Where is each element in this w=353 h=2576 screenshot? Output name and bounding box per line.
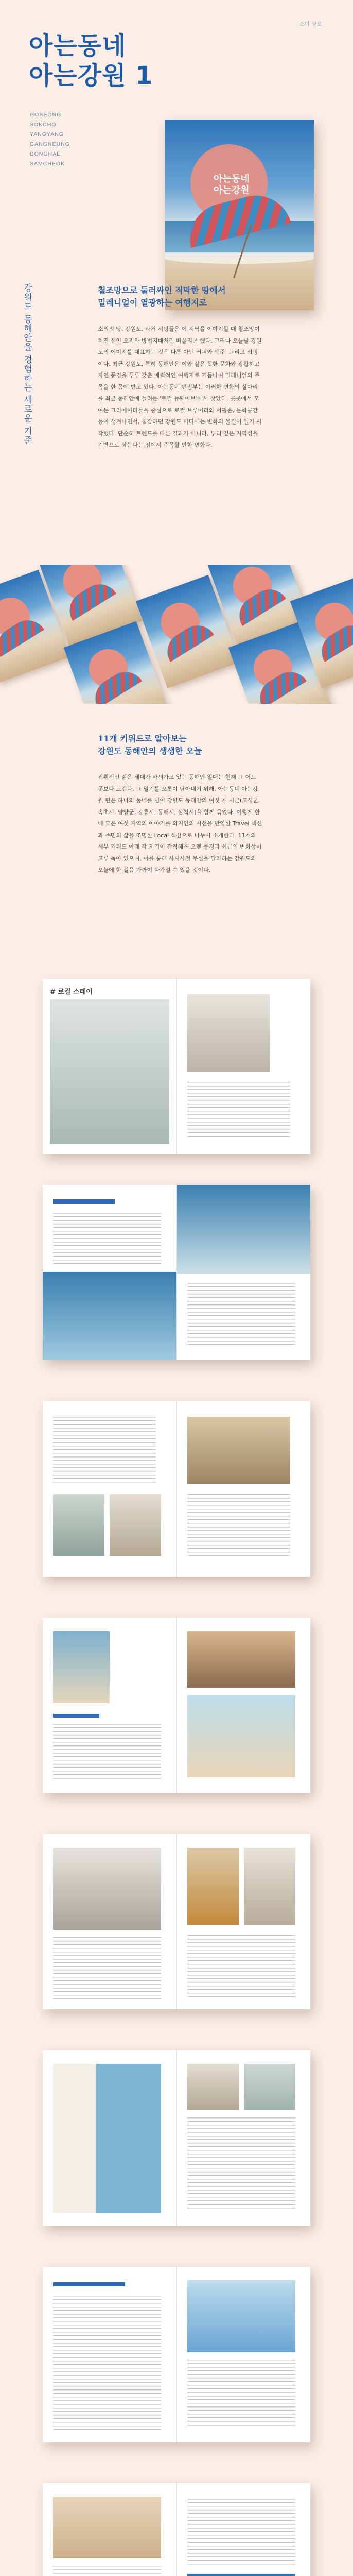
photo-surfboard: [187, 1848, 239, 1925]
spread-left-page: [43, 1401, 177, 1577]
spread-left-page: [43, 1834, 177, 2009]
spread-map: [43, 2050, 310, 2226]
intro-body: 소외의 땅, 강원도. 과거 서핑들은 이 지역을 이야기할 때 철조망이 쳐진 선인 오지와 방법지대처럼 떠올리곤 했다. 그러나 오늘날 강원도의 이미지를 대표하는 것은 다름 아닌 커피와 맥주, 그리고 서핑이다. 최근 강원도, 특히 동해안은 이와 같은 힙한 문화와 광활하고 자연 풍경을 두루 갖춘 매력적인 여행지로 거듭나며 밀레니얼의 주목을 한 몸에 받고 있다. 아는동네 편집부는 이러한 변화의 실마리를 최근 동해안에 들려든 '로컬 뉴웨이브'에서 찾았다. 곳곳에서 모여든 크리에이터들을 중심으로 로컬 브루어리와 서핑숍, 문화공간 등이 생겨나면서, 침잠하던 강원도 바다에는 변화의 물결이 일기 시작했다. 단순히 트렌드를 따른 결과가 아니라, 뿌리 깊은 지역성을 기반으로 삼는다는 점에서 주목할 만한 변화다.: [98, 326, 262, 448]
photo-coast: [187, 2280, 295, 2352]
photo-interior: [53, 1848, 161, 1930]
book-cover: [165, 120, 314, 310]
spread-cafe: [43, 1834, 310, 2009]
spread-right-page: [177, 1401, 311, 1577]
intro-heading: [98, 284, 262, 309]
keyword-heading-line-1: 11개 키워드로 알아보는: [98, 734, 187, 743]
photo-place: [187, 2064, 239, 2110]
spread-right-page: [177, 2267, 311, 2442]
intro-heading-line-2: 밀레니얼이 열광하는 여행지로: [98, 298, 207, 308]
text-block: [53, 1417, 156, 1484]
intro-section: [98, 284, 262, 451]
photo-store: [187, 1417, 290, 1484]
photo-surfer: [177, 1185, 311, 1274]
text-block: [187, 1082, 290, 1139]
spread-shops: [43, 1401, 310, 1577]
cover-collage: [0, 565, 353, 704]
photo-shop: [53, 1494, 104, 1556]
cover-title-line-1: 아는동네: [214, 174, 250, 184]
title-line-2: 아는강원 1: [29, 61, 153, 90]
keyword-heading-line-2: 강원도 동해안의 생생한 오늘: [98, 746, 202, 756]
spread-guide: [43, 2267, 310, 2442]
spread-left-page: [43, 979, 177, 1154]
text-block: [53, 1213, 161, 1264]
publisher-badge: 소이 필로: [299, 22, 322, 27]
spread-closing: [43, 2483, 310, 2576]
text-block: [187, 1283, 295, 1345]
section-heading-bar: [53, 1199, 115, 1204]
text-block: [53, 2566, 161, 2576]
spread-surf: [43, 1185, 310, 1360]
spread-left-page: [43, 2267, 177, 2442]
photo-cafe: [110, 1494, 161, 1556]
spread-right-page: [177, 2050, 311, 2226]
cover-title: [214, 174, 250, 196]
spread-left-page: [43, 2050, 177, 2226]
keyword-section: [98, 733, 262, 876]
photo-sea: [187, 1695, 295, 1777]
photo-market: [187, 1631, 295, 1688]
vertical-tagline: 강원도 동해안을 경험하는 새로운 기준: [22, 283, 32, 445]
spread-local-stay: [43, 979, 310, 1154]
text-block: [187, 2117, 295, 2210]
text-block: [53, 1937, 161, 1999]
text-block: [187, 2360, 295, 2427]
spread-right-page: [177, 979, 311, 1154]
spread-right-page: [177, 1618, 311, 1793]
city-list: [30, 110, 70, 169]
city-item: SOKCHO: [30, 122, 57, 128]
photo-beach-small: [53, 1631, 110, 1703]
spread-left-page: [43, 1618, 177, 1793]
city-item: YANGYANG: [30, 131, 64, 138]
spread-right-page: [177, 1834, 311, 2009]
section-heading-bar: [53, 1714, 99, 1718]
spread-left-page: [43, 2483, 177, 2576]
intro-heading-line-1: 철조망으로 둘러싸인 적막한 땅에서: [98, 285, 226, 295]
photo-place: [244, 2064, 295, 2110]
text-block: [53, 1724, 161, 1781]
photo-wave: [43, 1272, 177, 1360]
photo-interior: [50, 999, 169, 1144]
spread-label: # 로컬 스테이: [50, 988, 93, 996]
city-item: SAMCHEOK: [30, 161, 65, 167]
spread-right-page: [177, 2483, 311, 2576]
keyword-heading: [98, 733, 262, 757]
page-title: [29, 31, 153, 91]
text-block: [53, 2296, 161, 2430]
coast-map: [53, 2064, 161, 2213]
city-item: GANGNEUNG: [30, 141, 70, 147]
spread-right-page: [177, 1185, 311, 1360]
city-item: DONGHAE: [30, 151, 61, 157]
photo-sky: [187, 2574, 295, 2576]
title-line-1: 아는동네: [29, 31, 127, 60]
keyword-body: 진취적인 젊은 세대가 바꿔가고 있는 동해안 일대는 현재 그 어느 곳보다 뜨겁다. 그 열기를 오롯이 담아내기 위해, 아는동네 아는강원 편은 하나의 동네를 넘어 강원도 동해안의 여섯 개 시군(고성군, 속초시, 양양군, 강릉시, 동해시, 삼척시)을 함께 묶었다. 이렇게 한데 모은 여섯 지역의 이야기를 외지인의 시선을 반영한 Travel 섹션과 주민의 삶을 조명한 Local 섹션으로 나누어 소개한다. 11개의 세부 키워드 아래 각 지역이 간직해온 오랜 풍경과 최근의 변화상이 고루 녹아 있으며, 이를 통해 사시사철 무심을 달라하는 강원도의 오늘에 한 걸음 가까이 다가설 수 있을 것이다.: [98, 774, 262, 873]
photo-room: [244, 1848, 295, 1925]
section-heading-bar: [53, 2282, 125, 2286]
city-item: GOSEONG: [30, 112, 62, 118]
text-block: [187, 1494, 290, 1556]
spread-beach: [43, 1618, 310, 1793]
spread-left-page: [43, 1185, 177, 1360]
photo-sand: [53, 2497, 161, 2558]
photo-room: [187, 994, 270, 1072]
text-block: [187, 2499, 295, 2566]
text-block: [187, 1935, 295, 1997]
cover-title-line-2: 아는강원: [214, 185, 250, 196]
